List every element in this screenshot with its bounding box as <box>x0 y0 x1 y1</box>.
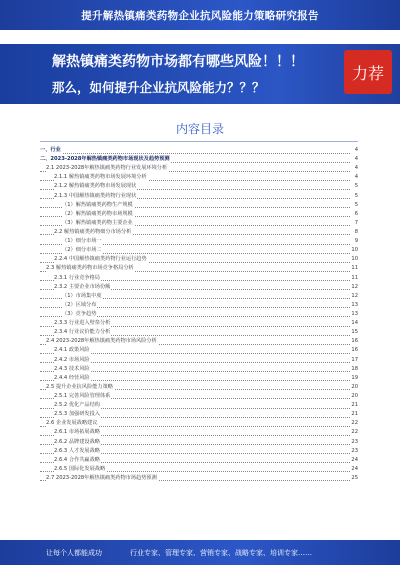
toc-entry[interactable]: 一、行业 4 <box>40 146 358 155</box>
toc-entry[interactable]: 2.5.2 优化产品结构 21 <box>40 401 358 410</box>
toc-entry[interactable]: 2.3.1 行业竞争格局 11 <box>40 274 358 283</box>
toc-entry[interactable]: 2.4.2 市场风险 17 <box>40 356 358 365</box>
toc-entry[interactable]: 2.4.1 政策风险 16 <box>40 346 358 355</box>
toc-entry[interactable]: 二、2023-2028年解热镇痛类药物市场现状及趋势预测 4 <box>40 155 358 164</box>
hero-banner <box>0 44 400 104</box>
top-banner <box>0 0 400 30</box>
toc-entry[interactable]: 2.5.1 完善风险管理体系 20 <box>40 392 358 401</box>
toc-entry[interactable]: 2.1.1 解热镇痛类药物市场发展环境分析 4 <box>40 173 358 182</box>
toc-entry[interactable]: （1）解热镇痛类药物生产规模 5 <box>40 201 358 210</box>
toc-entry[interactable]: 2.6.5 国际化发展战略 24 <box>40 465 358 474</box>
toc-entry[interactable]: （2）解热镇痛类药物市场规模 6 <box>40 210 358 219</box>
toc-entry[interactable]: 2.1 2023-2028年解热镇痛类药物行业发展环境分析 4 <box>40 164 358 173</box>
toc-entry[interactable]: （1）市场集中度 12 <box>40 292 358 301</box>
toc-entry[interactable]: 2.6.4 合作共赢战略 24 <box>40 456 358 465</box>
table-of-contents <box>40 146 358 483</box>
toc-entry[interactable]: 2.6.3 人才发展战略 23 <box>40 447 358 456</box>
toc-entry[interactable]: 2.5.3 加强研发投入 21 <box>40 410 358 419</box>
toc-entry[interactable]: 2.7 2023-2028年解热镇痛类药物市场趋势预测 25 <box>40 474 358 483</box>
toc-entry[interactable]: 2.6.2 品牌建设战略 23 <box>40 438 358 447</box>
toc-entry[interactable]: 2.1.3 中国解热镇痛类药物行业现状 5 <box>40 192 358 201</box>
footer-slogan: 让每个人都能成功 <box>46 549 102 557</box>
toc-entry[interactable]: 2.6 企业发展战略建议 22 <box>40 419 358 428</box>
footer-experts: 行业专家、管理专家、营销专家、战略专家、培训专家…… <box>130 549 312 557</box>
toc-entry[interactable]: （2）区域分布 13 <box>40 301 358 310</box>
toc-entry[interactable]: 2.3.3 行业进入壁垒分析 14 <box>40 319 358 328</box>
toc-entry[interactable]: 2.1.2 解热镇痛类药物市场发展现状 5 <box>40 182 358 191</box>
toc-entry[interactable]: 2.6.1 市场拓展战略 22 <box>40 428 358 437</box>
toc-divider <box>40 141 358 142</box>
recommend-badge: 力荐 <box>344 50 392 94</box>
toc-entry[interactable]: 2.2.4 中国解热镇痛类药物行业运行趋势 10 <box>40 255 358 264</box>
toc-entry[interactable]: （3）解热镇痛类药物主要企业 7 <box>40 219 358 228</box>
toc-entry[interactable]: 2.3.2 主要企业市场份额 12 <box>40 283 358 292</box>
toc-entry[interactable]: （3）竞争趋势 13 <box>40 310 358 319</box>
hero-question-risks: 解热镇痛类药物市场都有哪些风险！！！ <box>52 54 304 70</box>
toc-entry[interactable]: 2.3 解热镇痛类药物市场竞争格局分析 11 <box>40 264 358 273</box>
toc-entry[interactable]: 2.5 提升企业抗风险能力策略 20 <box>40 383 358 392</box>
toc-entry[interactable]: 2.4.4 经营风险 19 <box>40 374 358 383</box>
footer-banner <box>0 540 400 565</box>
toc-entry[interactable]: 2.2 解热镇痛类药物细分市场分析 8 <box>40 228 358 237</box>
toc-entry[interactable]: 2.4.3 技术风险 18 <box>40 365 358 374</box>
toc-title: 内容目录 <box>175 122 224 136</box>
toc-entry[interactable]: （2）细分市场二 10 <box>40 246 358 255</box>
toc-entry[interactable]: 2.4 2023-2028年解热镇痛类药物市场风险分析 16 <box>40 337 358 346</box>
toc-entry[interactable]: （1）细分市场一 9 <box>40 237 358 246</box>
report-title: 提升解热镇痛类药物企业抗风险能力策略研究报告 <box>81 10 319 22</box>
hero-question-improve: 那么，如何提升企业抗风险能力？？？ <box>52 80 265 95</box>
toc-entry[interactable]: 2.3.4 行业议价能力分析 15 <box>40 328 358 337</box>
